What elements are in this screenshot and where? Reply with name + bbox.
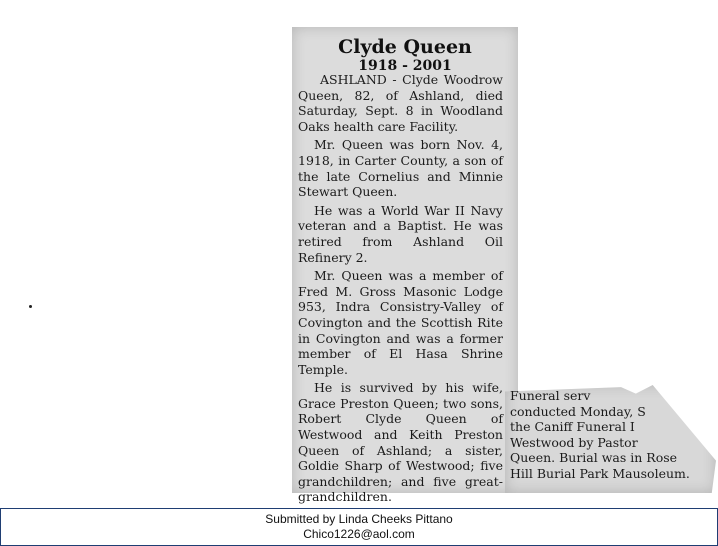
paragraph-service: He was a World War II Navy veteran and a Baptist. He was retired from Ashland Oil Refinery 2. — [298, 202, 503, 265]
obituary-column-1 — [298, 72, 503, 508]
obituary-column-2: Funeral serv conducted Monday, S the Caniff Funeral I Westwood by Pastor Queen. Burial was in Rose Hill Burial Park Mausoleum. — [510, 388, 690, 481]
obituary-name: Clyde Queen — [338, 36, 472, 58]
paragraph-intro: ASHLAND - Clyde Woodrow Queen, 82, of Ashland, died Saturday, Sept. 8 in Woodland Oaks health care Facility. — [298, 72, 503, 134]
paragraph-survivors: He is survived by his wife, Grace Preston Queen; two sons, Robert Clyde Queen of Westwood and Keith Preston Queen of Ashland; a sister, Goldie Sharp of Westwood; five grandchildren; and five great-grandchildren. — [298, 380, 503, 505]
speck-dot — [29, 305, 32, 308]
obituary-years: 1918 - 2001 — [358, 58, 452, 74]
paragraph-birth: Mr. Queen was born Nov. 4, 1918, in Carter County, a son of the late Cornelius and Minnie Stewart Queen. — [298, 137, 503, 200]
submitter-name: Submitted by Linda Cheeks Pittano — [265, 512, 453, 526]
obituary-headline — [292, 36, 518, 74]
submitter-email: Chico1226@aol.com — [303, 527, 415, 541]
paragraph-memberships: Mr. Queen was a member of Fred M. Gross Masonic Lodge 953, Indra Consistry-Valley of Covington and the Scottish Rite in Covington and was a former member of El Hasa Shrine Temple. — [298, 268, 503, 377]
submitter-footer — [0, 508, 718, 546]
